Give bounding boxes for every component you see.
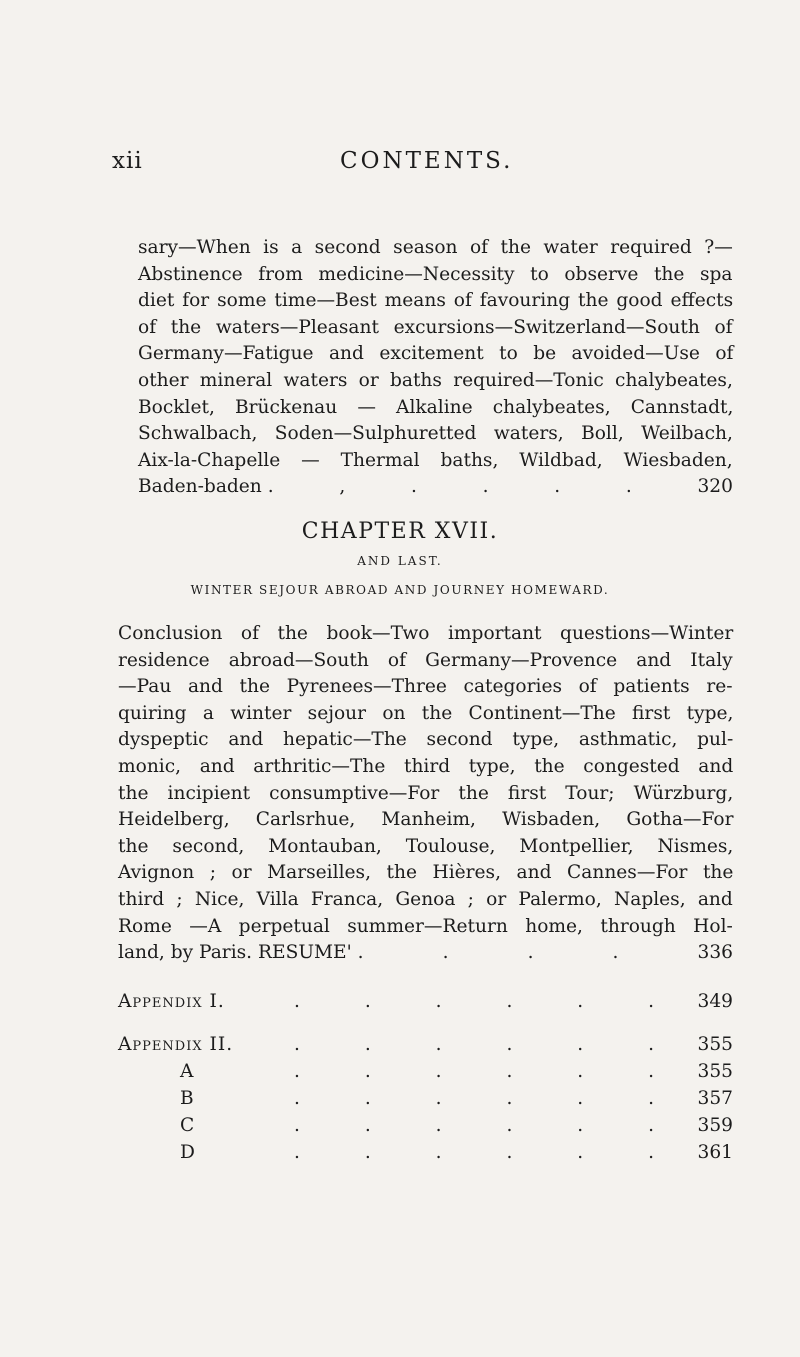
summary-line: diet for some time—Best means of favouring the good effects xyxy=(138,290,734,312)
leader-dot: . xyxy=(554,476,561,498)
chapter-16-summary xyxy=(138,235,733,501)
leader-dot: . xyxy=(442,942,449,964)
summary-line: Aix-la-Chapelle — Thermal baths, Wildbad, Wiesbaden, xyxy=(138,449,733,471)
summary-line: Schwalbach, Soden—Sulphuretted waters, Boll, Weilbach, xyxy=(138,423,733,445)
leader-dots: . . . . . . xyxy=(294,1115,654,1136)
leader-dots: . . . . . . xyxy=(294,1034,654,1055)
summary-line: monic, and arthritic—The third type, the congested and xyxy=(118,755,734,777)
summary-line: sary—When is a second season of the water required ?— xyxy=(138,237,733,258)
summary-line: Rome —A perpetual summer—Return home, through Hol- xyxy=(118,915,733,937)
leader-dot: . xyxy=(482,476,489,498)
toc-label: D xyxy=(180,1142,195,1163)
leader-dots: . . . . . . xyxy=(294,1142,654,1163)
toc-label: A xyxy=(180,1061,194,1082)
summary-line: of the waters—Pleasant excursions—Switzerland—South of xyxy=(138,316,733,338)
toc-entry-d xyxy=(118,1142,733,1169)
page-ref: 320 xyxy=(697,476,733,498)
summary-line: the incipient consumptive—For the first Tour; Würzburg, xyxy=(118,782,734,804)
summary-line: Conclusion of the book—Two important questions—Winter xyxy=(118,623,734,644)
summary-line: Heidelberg, Carlsrhue, Manheim, Wisbaden, Gotha—For xyxy=(118,809,734,831)
summary-line: —Pau and the Pyrenees—Three categories of patients re- xyxy=(118,676,733,698)
page-ref: 336 xyxy=(697,942,733,964)
toc-page: 359 xyxy=(697,1115,733,1136)
summary-line: Avignon ; or Marseilles, the Hières, and Cannes—For the xyxy=(118,862,734,884)
toc-page: 361 xyxy=(697,1142,733,1163)
summary-line: residence abroad—South of Germany—Provence and Italy xyxy=(118,649,733,671)
leader-dot: , xyxy=(339,476,346,498)
leader-dot: . xyxy=(612,942,619,964)
leader-dot: . xyxy=(410,476,417,498)
chapter-subtitle: AND LAST. xyxy=(357,554,443,568)
summary-line: other mineral waters or baths required—Tonic chalybeates, xyxy=(138,369,733,391)
summary-last-line xyxy=(118,940,733,967)
toc-page: 357 xyxy=(697,1088,733,1109)
chapter-heading: WINTER SEJOUR ABROAD AND JOURNEY HOMEWARD. xyxy=(190,583,610,597)
summary-line: Bocklet, Brückenau — Alkaline chalybeates, Cannstadt, xyxy=(138,396,734,418)
leader-dots: . . . . . . xyxy=(294,1061,654,1082)
toc-entry-appendix-ii xyxy=(118,1034,733,1061)
running-title: CONTENTS. xyxy=(340,148,514,174)
page-number: xii xyxy=(112,148,143,174)
leader-dots: . . . . . . xyxy=(294,991,654,1012)
toc-page: 355 xyxy=(697,1034,733,1055)
toc-entry-a xyxy=(118,1061,733,1088)
leader-dot: . xyxy=(625,476,632,498)
summary-line: Abstinence from medicine—Necessity to observe the spa xyxy=(138,263,733,285)
toc-label: Appendix II. xyxy=(118,1034,234,1055)
toc-entry-c xyxy=(118,1115,733,1142)
chapter-title: CHAPTER XVII. xyxy=(301,519,499,544)
summary-line: dyspeptic and hepatic—The second type, asthmatic, pul- xyxy=(118,729,734,751)
summary-line: quiring a winter sejour on the Continent—The first type, xyxy=(118,702,734,724)
summary-last-text: land, by Paris. RESUME' . xyxy=(118,942,364,964)
summary-line: Germany—Fatigue and excitement to be avoided—Use of xyxy=(138,343,734,365)
summary-last-text: Baden-baden . xyxy=(138,476,274,498)
page-header xyxy=(112,148,712,188)
toc-page: 355 xyxy=(697,1061,733,1082)
toc-label: C xyxy=(180,1115,195,1136)
summary-line: third ; Nice, Villa Franca, Genoa ; or Palermo, Naples, and xyxy=(118,888,733,910)
summary-line: the second, Montauban, Toulouse, Montpellier, Nismes, xyxy=(118,835,734,857)
toc-label: B xyxy=(180,1088,194,1109)
toc-entry-b xyxy=(118,1088,733,1115)
leader-dots: . . . . . . xyxy=(294,1088,654,1109)
toc-label: Appendix I. xyxy=(118,991,225,1012)
summary-last-line xyxy=(138,474,733,501)
chapter-17-summary xyxy=(118,621,733,967)
leader-dot: . xyxy=(527,942,534,964)
toc-entry-appendix-i xyxy=(118,991,733,1018)
toc-page: 349 xyxy=(697,991,733,1012)
